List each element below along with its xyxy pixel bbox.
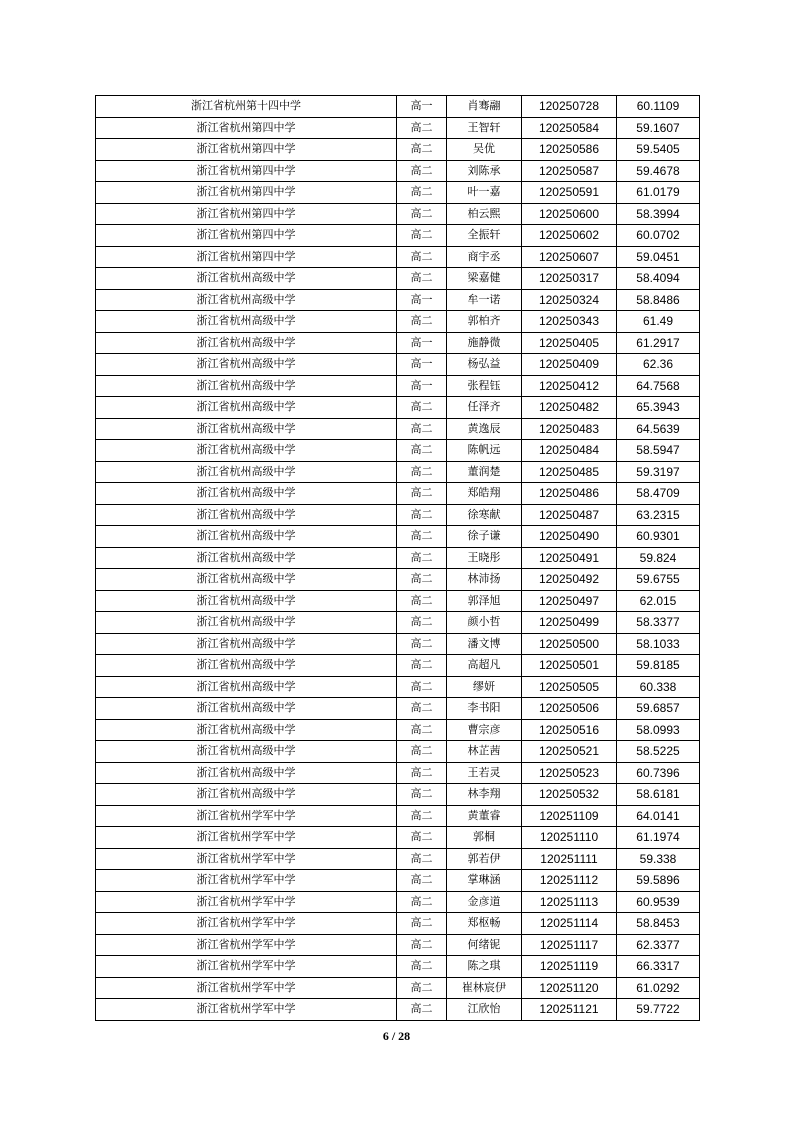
score-cell: 64.0141 bbox=[617, 805, 700, 827]
score-cell: 60.7396 bbox=[617, 762, 700, 784]
school-cell: 浙江省杭州第十四中学 bbox=[96, 96, 397, 118]
student-id-cell: 120250591 bbox=[522, 182, 617, 204]
student-id-cell: 120250487 bbox=[522, 504, 617, 526]
student-id-cell: 120250405 bbox=[522, 332, 617, 354]
school-cell: 浙江省杭州高级中学 bbox=[96, 655, 397, 677]
student-name-cell: 叶一嘉 bbox=[447, 182, 522, 204]
grade-cell: 高二 bbox=[397, 784, 447, 806]
grade-cell: 高二 bbox=[397, 805, 447, 827]
student-id-cell: 120251121 bbox=[522, 999, 617, 1021]
score-cell: 65.3943 bbox=[617, 397, 700, 419]
student-name-cell: 潘文博 bbox=[447, 633, 522, 655]
school-cell: 浙江省杭州学军中学 bbox=[96, 999, 397, 1021]
score-cell: 60.9301 bbox=[617, 526, 700, 548]
student-name-cell: 王晓彤 bbox=[447, 547, 522, 569]
grade-cell: 高二 bbox=[397, 139, 447, 161]
table-row bbox=[96, 268, 700, 290]
table-row bbox=[96, 956, 700, 978]
student-id-cell: 120250602 bbox=[522, 225, 617, 247]
student-id-cell: 120250482 bbox=[522, 397, 617, 419]
table-row bbox=[96, 225, 700, 247]
table-row bbox=[96, 870, 700, 892]
student-name-cell: 董润楚 bbox=[447, 461, 522, 483]
student-id-cell: 120250523 bbox=[522, 762, 617, 784]
student-name-cell: 郭桐 bbox=[447, 827, 522, 849]
grade-cell: 高二 bbox=[397, 676, 447, 698]
table-row bbox=[96, 483, 700, 505]
student-id-cell: 120250412 bbox=[522, 375, 617, 397]
student-name-cell: 牟一诺 bbox=[447, 289, 522, 311]
results-table bbox=[95, 95, 700, 1021]
student-id-cell: 120251110 bbox=[522, 827, 617, 849]
student-id-cell: 120250532 bbox=[522, 784, 617, 806]
student-id-cell: 120251109 bbox=[522, 805, 617, 827]
school-cell: 浙江省杭州高级中学 bbox=[96, 504, 397, 526]
score-cell: 58.3377 bbox=[617, 612, 700, 634]
grade-cell: 高二 bbox=[397, 848, 447, 870]
school-cell: 浙江省杭州学军中学 bbox=[96, 891, 397, 913]
grade-cell: 高二 bbox=[397, 397, 447, 419]
table-row bbox=[96, 827, 700, 849]
score-cell: 64.5639 bbox=[617, 418, 700, 440]
school-cell: 浙江省杭州高级中学 bbox=[96, 268, 397, 290]
student-name-cell: 吴优 bbox=[447, 139, 522, 161]
student-name-cell: 梁嘉健 bbox=[447, 268, 522, 290]
score-cell: 61.0292 bbox=[617, 977, 700, 999]
score-cell: 58.0993 bbox=[617, 719, 700, 741]
grade-cell: 高二 bbox=[397, 999, 447, 1021]
student-id-cell: 120250500 bbox=[522, 633, 617, 655]
score-cell: 59.4678 bbox=[617, 160, 700, 182]
table-row bbox=[96, 676, 700, 698]
table-row bbox=[96, 719, 700, 741]
score-cell: 62.36 bbox=[617, 354, 700, 376]
student-id-cell: 120250521 bbox=[522, 741, 617, 763]
grade-cell: 高二 bbox=[397, 698, 447, 720]
score-cell: 60.338 bbox=[617, 676, 700, 698]
student-id-cell: 120250343 bbox=[522, 311, 617, 333]
grade-cell: 高二 bbox=[397, 891, 447, 913]
score-cell: 59.1607 bbox=[617, 117, 700, 139]
table-row bbox=[96, 698, 700, 720]
table-row bbox=[96, 612, 700, 634]
student-name-cell: 郭柏齐 bbox=[447, 311, 522, 333]
student-name-cell: 颜小哲 bbox=[447, 612, 522, 634]
table-row bbox=[96, 440, 700, 462]
school-cell: 浙江省杭州高级中学 bbox=[96, 676, 397, 698]
student-name-cell: 陈帆远 bbox=[447, 440, 522, 462]
school-cell: 浙江省杭州学军中学 bbox=[96, 827, 397, 849]
grade-cell: 高二 bbox=[397, 827, 447, 849]
student-name-cell: 柏云熙 bbox=[447, 203, 522, 225]
table-row bbox=[96, 117, 700, 139]
student-name-cell: 李书阳 bbox=[447, 698, 522, 720]
grade-cell: 高二 bbox=[397, 483, 447, 505]
student-name-cell: 黄董睿 bbox=[447, 805, 522, 827]
score-cell: 59.0451 bbox=[617, 246, 700, 268]
score-cell: 59.5896 bbox=[617, 870, 700, 892]
grade-cell: 高二 bbox=[397, 719, 447, 741]
school-cell: 浙江省杭州学军中学 bbox=[96, 848, 397, 870]
grade-cell: 高二 bbox=[397, 741, 447, 763]
student-id-cell: 120250409 bbox=[522, 354, 617, 376]
grade-cell: 高二 bbox=[397, 956, 447, 978]
score-cell: 58.5225 bbox=[617, 741, 700, 763]
page-number: 6 / 28 bbox=[382, 1029, 411, 1043]
student-id-cell: 120251112 bbox=[522, 870, 617, 892]
student-name-cell: 徐子谦 bbox=[447, 526, 522, 548]
student-id-cell: 120250586 bbox=[522, 139, 617, 161]
school-cell: 浙江省杭州学军中学 bbox=[96, 934, 397, 956]
score-cell: 58.3994 bbox=[617, 203, 700, 225]
student-id-cell: 120250492 bbox=[522, 569, 617, 591]
student-name-cell: 张程钰 bbox=[447, 375, 522, 397]
score-cell: 59.6857 bbox=[617, 698, 700, 720]
student-id-cell: 120250483 bbox=[522, 418, 617, 440]
school-cell: 浙江省杭州高级中学 bbox=[96, 418, 397, 440]
grade-cell: 高二 bbox=[397, 246, 447, 268]
school-cell: 浙江省杭州高级中学 bbox=[96, 483, 397, 505]
school-cell: 浙江省杭州高级中学 bbox=[96, 461, 397, 483]
student-name-cell: 林李翔 bbox=[447, 784, 522, 806]
grade-cell: 高二 bbox=[397, 547, 447, 569]
grade-cell: 高二 bbox=[397, 225, 447, 247]
score-cell: 61.49 bbox=[617, 311, 700, 333]
grade-cell: 高二 bbox=[397, 418, 447, 440]
grade-cell: 高一 bbox=[397, 375, 447, 397]
student-name-cell: 林沛扬 bbox=[447, 569, 522, 591]
table-row bbox=[96, 418, 700, 440]
student-id-cell: 120250506 bbox=[522, 698, 617, 720]
student-id-cell: 120250499 bbox=[522, 612, 617, 634]
table-row bbox=[96, 741, 700, 763]
student-id-cell: 120250607 bbox=[522, 246, 617, 268]
student-name-cell: 郑皓翔 bbox=[447, 483, 522, 505]
table-row bbox=[96, 977, 700, 999]
school-cell: 浙江省杭州高级中学 bbox=[96, 569, 397, 591]
school-cell: 浙江省杭州高级中学 bbox=[96, 547, 397, 569]
score-cell: 59.7722 bbox=[617, 999, 700, 1021]
table-row bbox=[96, 96, 700, 118]
table-row bbox=[96, 805, 700, 827]
student-name-cell: 林芷茜 bbox=[447, 741, 522, 763]
score-cell: 58.8453 bbox=[617, 913, 700, 935]
score-cell: 59.8185 bbox=[617, 655, 700, 677]
student-id-cell: 120250587 bbox=[522, 160, 617, 182]
school-cell: 浙江省杭州高级中学 bbox=[96, 289, 397, 311]
table-row bbox=[96, 289, 700, 311]
table-row bbox=[96, 375, 700, 397]
student-name-cell: 何绪铌 bbox=[447, 934, 522, 956]
student-name-cell: 王智轩 bbox=[447, 117, 522, 139]
grade-cell: 高一 bbox=[397, 332, 447, 354]
student-id-cell: 120250516 bbox=[522, 719, 617, 741]
grade-cell: 高二 bbox=[397, 590, 447, 612]
school-cell: 浙江省杭州高级中学 bbox=[96, 590, 397, 612]
table-row bbox=[96, 547, 700, 569]
grade-cell: 高二 bbox=[397, 762, 447, 784]
school-cell: 浙江省杭州高级中学 bbox=[96, 375, 397, 397]
score-cell: 61.1974 bbox=[617, 827, 700, 849]
school-cell: 浙江省杭州第四中学 bbox=[96, 160, 397, 182]
school-cell: 浙江省杭州高级中学 bbox=[96, 354, 397, 376]
school-cell: 浙江省杭州高级中学 bbox=[96, 612, 397, 634]
table-row bbox=[96, 913, 700, 935]
score-cell: 59.6755 bbox=[617, 569, 700, 591]
student-id-cell: 120250728 bbox=[522, 96, 617, 118]
student-id-cell: 120250600 bbox=[522, 203, 617, 225]
grade-cell: 高二 bbox=[397, 268, 447, 290]
grade-cell: 高二 bbox=[397, 461, 447, 483]
grade-cell: 高二 bbox=[397, 633, 447, 655]
student-name-cell: 商宇丞 bbox=[447, 246, 522, 268]
student-id-cell: 120250490 bbox=[522, 526, 617, 548]
grade-cell: 高一 bbox=[397, 289, 447, 311]
school-cell: 浙江省杭州高级中学 bbox=[96, 440, 397, 462]
table-row bbox=[96, 332, 700, 354]
student-name-cell: 王若灵 bbox=[447, 762, 522, 784]
grade-cell: 高二 bbox=[397, 934, 447, 956]
student-name-cell: 掌琳涵 bbox=[447, 870, 522, 892]
student-name-cell: 黄逸辰 bbox=[447, 418, 522, 440]
student-id-cell: 120250501 bbox=[522, 655, 617, 677]
table-row bbox=[96, 633, 700, 655]
table-row bbox=[96, 784, 700, 806]
grade-cell: 高二 bbox=[397, 977, 447, 999]
table-row bbox=[96, 848, 700, 870]
table-row bbox=[96, 504, 700, 526]
student-id-cell: 120251119 bbox=[522, 956, 617, 978]
school-cell: 浙江省杭州高级中学 bbox=[96, 698, 397, 720]
grade-cell: 高二 bbox=[397, 655, 447, 677]
table-row bbox=[96, 397, 700, 419]
grade-cell: 高二 bbox=[397, 526, 447, 548]
student-name-cell: 郭若伊 bbox=[447, 848, 522, 870]
score-cell: 58.4709 bbox=[617, 483, 700, 505]
student-id-cell: 120250505 bbox=[522, 676, 617, 698]
school-cell: 浙江省杭州第四中学 bbox=[96, 225, 397, 247]
school-cell: 浙江省杭州高级中学 bbox=[96, 526, 397, 548]
student-name-cell: 江欣怡 bbox=[447, 999, 522, 1021]
results-table-body bbox=[96, 96, 700, 1021]
school-cell: 浙江省杭州高级中学 bbox=[96, 311, 397, 333]
school-cell: 浙江省杭州学军中学 bbox=[96, 913, 397, 935]
student-name-cell: 杨弘益 bbox=[447, 354, 522, 376]
school-cell: 浙江省杭州学军中学 bbox=[96, 870, 397, 892]
student-name-cell: 全振轩 bbox=[447, 225, 522, 247]
school-cell: 浙江省杭州第四中学 bbox=[96, 246, 397, 268]
student-id-cell: 120250485 bbox=[522, 461, 617, 483]
table-row bbox=[96, 311, 700, 333]
student-id-cell: 120250317 bbox=[522, 268, 617, 290]
school-cell: 浙江省杭州高级中学 bbox=[96, 633, 397, 655]
school-cell: 浙江省杭州高级中学 bbox=[96, 784, 397, 806]
score-cell: 66.3317 bbox=[617, 956, 700, 978]
school-cell: 浙江省杭州高级中学 bbox=[96, 397, 397, 419]
table-row bbox=[96, 461, 700, 483]
school-cell: 浙江省杭州高级中学 bbox=[96, 741, 397, 763]
school-cell: 浙江省杭州第四中学 bbox=[96, 117, 397, 139]
grade-cell: 高二 bbox=[397, 203, 447, 225]
score-cell: 61.2917 bbox=[617, 332, 700, 354]
score-cell: 63.2315 bbox=[617, 504, 700, 526]
table-row bbox=[96, 891, 700, 913]
student-name-cell: 金彦道 bbox=[447, 891, 522, 913]
grade-cell: 高一 bbox=[397, 96, 447, 118]
student-id-cell: 120251114 bbox=[522, 913, 617, 935]
student-name-cell: 任泽齐 bbox=[447, 397, 522, 419]
score-cell: 58.5947 bbox=[617, 440, 700, 462]
student-id-cell: 120250484 bbox=[522, 440, 617, 462]
school-cell: 浙江省杭州学军中学 bbox=[96, 805, 397, 827]
table-row bbox=[96, 526, 700, 548]
table-row bbox=[96, 203, 700, 225]
student-name-cell: 缪妍 bbox=[447, 676, 522, 698]
student-id-cell: 120251113 bbox=[522, 891, 617, 913]
student-id-cell: 120250497 bbox=[522, 590, 617, 612]
table-row bbox=[96, 139, 700, 161]
score-cell: 62.015 bbox=[617, 590, 700, 612]
student-name-cell: 肖骞翮 bbox=[447, 96, 522, 118]
student-name-cell: 施静微 bbox=[447, 332, 522, 354]
table-row bbox=[96, 655, 700, 677]
student-name-cell: 崔林宸伊 bbox=[447, 977, 522, 999]
grade-cell: 高二 bbox=[397, 612, 447, 634]
student-name-cell: 郑枢畅 bbox=[447, 913, 522, 935]
grade-cell: 高二 bbox=[397, 913, 447, 935]
grade-cell: 高二 bbox=[397, 569, 447, 591]
grade-cell: 高二 bbox=[397, 311, 447, 333]
student-name-cell: 曹宗彦 bbox=[447, 719, 522, 741]
score-cell: 61.0179 bbox=[617, 182, 700, 204]
table-row bbox=[96, 590, 700, 612]
school-cell: 浙江省杭州第四中学 bbox=[96, 139, 397, 161]
student-id-cell: 120251120 bbox=[522, 977, 617, 999]
student-id-cell: 120251117 bbox=[522, 934, 617, 956]
school-cell: 浙江省杭州学军中学 bbox=[96, 956, 397, 978]
student-name-cell: 高超凡 bbox=[447, 655, 522, 677]
student-id-cell: 120250584 bbox=[522, 117, 617, 139]
grade-cell: 高二 bbox=[397, 440, 447, 462]
school-cell: 浙江省杭州高级中学 bbox=[96, 719, 397, 741]
score-cell: 60.9539 bbox=[617, 891, 700, 913]
table-row bbox=[96, 160, 700, 182]
score-cell: 59.3197 bbox=[617, 461, 700, 483]
table-row bbox=[96, 934, 700, 956]
score-cell: 64.7568 bbox=[617, 375, 700, 397]
school-cell: 浙江省杭州第四中学 bbox=[96, 203, 397, 225]
school-cell: 浙江省杭州高级中学 bbox=[96, 332, 397, 354]
grade-cell: 高二 bbox=[397, 870, 447, 892]
grade-cell: 高二 bbox=[397, 160, 447, 182]
score-cell: 60.1109 bbox=[617, 96, 700, 118]
table-row bbox=[96, 246, 700, 268]
school-cell: 浙江省杭州高级中学 bbox=[96, 762, 397, 784]
score-cell: 58.4094 bbox=[617, 268, 700, 290]
score-cell: 59.824 bbox=[617, 547, 700, 569]
score-cell: 58.1033 bbox=[617, 633, 700, 655]
score-cell: 59.5405 bbox=[617, 139, 700, 161]
table-row bbox=[96, 762, 700, 784]
grade-cell: 高二 bbox=[397, 182, 447, 204]
student-id-cell: 120250491 bbox=[522, 547, 617, 569]
score-cell: 58.8486 bbox=[617, 289, 700, 311]
student-id-cell: 120250324 bbox=[522, 289, 617, 311]
student-name-cell: 郭泽旭 bbox=[447, 590, 522, 612]
table-row bbox=[96, 182, 700, 204]
score-cell: 59.338 bbox=[617, 848, 700, 870]
student-id-cell: 120251111 bbox=[522, 848, 617, 870]
student-name-cell: 陈之琪 bbox=[447, 956, 522, 978]
table-row bbox=[96, 569, 700, 591]
student-name-cell: 刘陈承 bbox=[447, 160, 522, 182]
student-id-cell: 120250486 bbox=[522, 483, 617, 505]
school-cell: 浙江省杭州第四中学 bbox=[96, 182, 397, 204]
table-row bbox=[96, 999, 700, 1021]
score-cell: 58.6181 bbox=[617, 784, 700, 806]
score-cell: 62.3377 bbox=[617, 934, 700, 956]
grade-cell: 高二 bbox=[397, 117, 447, 139]
school-cell: 浙江省杭州学军中学 bbox=[96, 977, 397, 999]
grade-cell: 高二 bbox=[397, 504, 447, 526]
score-cell: 60.0702 bbox=[617, 225, 700, 247]
grade-cell: 高一 bbox=[397, 354, 447, 376]
table-row bbox=[96, 354, 700, 376]
student-name-cell: 徐寒献 bbox=[447, 504, 522, 526]
